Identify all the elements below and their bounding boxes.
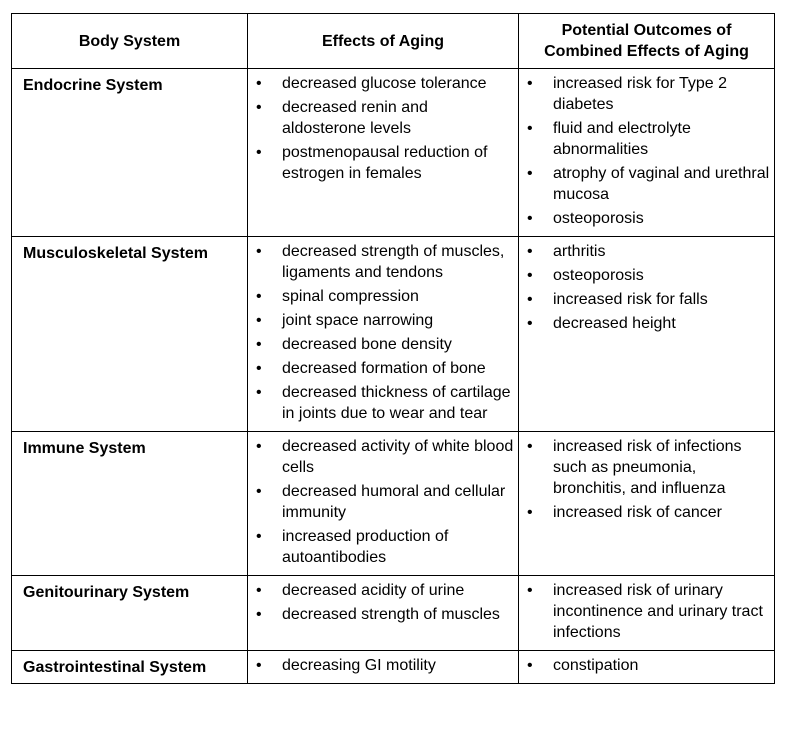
effects-cell: [248, 651, 519, 684]
list-item: [519, 208, 774, 229]
outcomes-list: [519, 576, 774, 650]
effects-list: [248, 69, 518, 191]
list-item-text: increased risk for Type 2 diabetes: [553, 75, 728, 113]
list-item-text: constipation: [553, 657, 639, 674]
list-item: [519, 241, 774, 262]
effects-cell: [248, 576, 519, 651]
bullet-icon: •: [256, 288, 262, 305]
bullet-icon: •: [527, 438, 533, 455]
bullet-icon: •: [256, 582, 262, 599]
outcomes-cell: [519, 432, 775, 576]
outcomes-cell: [519, 237, 775, 432]
list-item-text: joint space narrowing: [282, 312, 434, 329]
table-row: [12, 576, 775, 651]
bullet-icon: •: [256, 360, 262, 377]
list-item: [519, 73, 774, 115]
header-potential-outcomes: Potential Outcomes of Combined Effects of Aging: [519, 14, 775, 69]
list-item: [248, 97, 518, 139]
header-body-system: Body System: [12, 14, 248, 69]
bullet-icon: •: [256, 75, 262, 92]
bullet-icon: •: [256, 144, 262, 161]
body-system-cell: Musculoskeletal System: [12, 237, 248, 432]
list-item: [519, 436, 774, 499]
bullet-icon: •: [256, 99, 262, 116]
aging-effects-table: [11, 13, 775, 684]
list-item: [248, 358, 518, 379]
list-item-text: decreased acidity of urine: [282, 582, 465, 599]
list-item: [248, 142, 518, 184]
list-item-text: osteoporosis: [553, 210, 644, 227]
list-item: [248, 655, 518, 676]
list-item-text: decreased strength of muscles: [282, 606, 500, 623]
outcomes-list: [519, 69, 774, 236]
body-system-cell: Genitourinary System: [12, 576, 248, 651]
list-item: [248, 334, 518, 355]
header-row: [12, 14, 775, 69]
list-item: [248, 481, 518, 523]
list-item-text: increased production of autoantibodies: [282, 528, 449, 566]
list-item-text: decreased renin and aldosterone levels: [282, 99, 428, 137]
list-item-text: decreased bone density: [282, 336, 452, 353]
bullet-icon: •: [256, 483, 262, 500]
bullet-icon: •: [527, 75, 533, 92]
list-item-text: decreased thickness of cartilage in joints due to wear and tear: [282, 384, 511, 422]
list-item-text: decreased glucose tolerance: [282, 75, 487, 92]
list-item-text: postmenopausal reduction of estrogen in females: [282, 144, 488, 182]
list-item-text: increased risk of urinary incontinence and urinary tract infections: [553, 582, 763, 641]
list-item-text: decreased height: [553, 315, 676, 332]
bullet-icon: •: [256, 312, 262, 329]
bullet-icon: •: [256, 336, 262, 353]
list-item-text: arthritis: [553, 243, 606, 260]
outcomes-list: [519, 237, 774, 341]
list-item: [248, 604, 518, 625]
list-item: [519, 118, 774, 160]
table-row: [12, 651, 775, 684]
effects-cell: [248, 237, 519, 432]
list-item: [248, 382, 518, 424]
list-item-text: decreasing GI motility: [282, 657, 436, 674]
bullet-icon: •: [527, 291, 533, 308]
list-item: [519, 655, 774, 676]
bullet-icon: •: [527, 243, 533, 260]
outcomes-cell: [519, 69, 775, 237]
effects-cell: [248, 69, 519, 237]
list-item-text: increased risk of cancer: [553, 504, 722, 521]
list-item-text: atrophy of vaginal and urethral mucosa: [553, 165, 770, 203]
bullet-icon: •: [256, 528, 262, 545]
effects-list: [248, 237, 518, 431]
list-item: [248, 436, 518, 478]
body-system-cell: Endocrine System: [12, 69, 248, 237]
list-item: [248, 580, 518, 601]
list-item-text: decreased strength of muscles, ligaments and tendons: [282, 243, 505, 281]
bullet-icon: •: [527, 120, 533, 137]
list-item-text: decreased humoral and cellular immunity: [282, 483, 506, 521]
list-item: [519, 289, 774, 310]
outcomes-list: [519, 432, 774, 530]
list-item: [519, 313, 774, 334]
list-item-text: decreased formation of bone: [282, 360, 486, 377]
list-item: [519, 163, 774, 205]
bullet-icon: •: [256, 384, 262, 401]
header-effects-of-aging: Effects of Aging: [248, 14, 519, 69]
list-item: [248, 286, 518, 307]
bullet-icon: •: [527, 315, 533, 332]
list-item: [248, 241, 518, 283]
effects-list: [248, 576, 518, 632]
bullet-icon: •: [527, 210, 533, 227]
list-item: [248, 310, 518, 331]
effects-list: [248, 432, 518, 575]
list-item-text: increased risk for falls: [553, 291, 708, 308]
list-item-text: decreased activity of white blood cells: [282, 438, 514, 476]
list-item: [519, 580, 774, 643]
bullet-icon: •: [527, 267, 533, 284]
list-item: [519, 265, 774, 286]
list-item: [248, 73, 518, 94]
bullet-icon: •: [256, 243, 262, 260]
list-item: [519, 502, 774, 523]
list-item: [248, 526, 518, 568]
bullet-icon: •: [527, 657, 533, 674]
effects-list: [248, 651, 518, 683]
table-row: [12, 432, 775, 576]
bullet-icon: •: [527, 504, 533, 521]
body-system-cell: Gastrointestinal System: [12, 651, 248, 684]
outcomes-cell: [519, 651, 775, 684]
list-item-text: fluid and electrolyte abnormalities: [553, 120, 691, 158]
bullet-icon: •: [256, 438, 262, 455]
bullet-icon: •: [256, 657, 262, 674]
table-row: [12, 69, 775, 237]
body-system-cell: Immune System: [12, 432, 248, 576]
bullet-icon: •: [527, 582, 533, 599]
list-item-text: osteoporosis: [553, 267, 644, 284]
bullet-icon: •: [527, 165, 533, 182]
list-item-text: increased risk of infections such as pneumonia, bronchitis, and influenza: [553, 438, 742, 497]
bullet-icon: •: [256, 606, 262, 623]
list-item-text: spinal compression: [282, 288, 419, 305]
effects-cell: [248, 432, 519, 576]
table-row: [12, 237, 775, 432]
outcomes-cell: [519, 576, 775, 651]
outcomes-list: [519, 651, 774, 683]
